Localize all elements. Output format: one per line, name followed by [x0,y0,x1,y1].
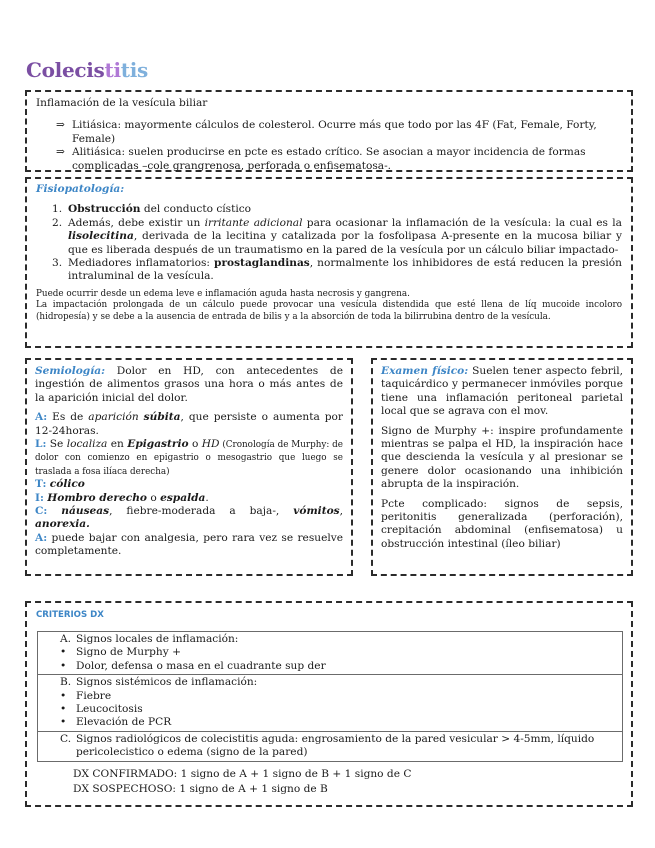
bullet-icon: • [60,716,67,729]
semio-irradiacion: I: Hombro derecho o espalda. [35,491,209,504]
bullet-icon: • [60,703,67,716]
litiasica-item: ⇒ Litiásica: mayormente cálculos de colesterol. Ocurre más que todo por las 4F (Fat, Female, Forty, Female) [56,119,597,145]
dx-sospechoso: DX SOSPECHOSO: 1 signo de A + 1 signo de B [73,782,328,795]
examen-fisico-box [371,358,633,576]
examen-murphy: Signo de Murphy +: inspire profundamente mientras se palpa el HD, la inspiración hace que descienda la vesícula y al presionar se genere dolor ocasionando una inhibición abrupta de la inspiración. [381,424,623,491]
definition-text: Inflamación de la vesícula biliar [36,97,208,109]
fisio-item-2: 2. Además, debe existir un irritante adicional para ocasionar la inflamación de la vesícula: la cual es la lisolecitina, derivada de la lecitina y catalizada por la fosfolipasa A-presente en la mucosa biliar y que es liberada después de un traumatismo en la pared de la vesícula por un cálculo biliar impactado- [52,216,622,256]
criterio-c-row: C. Signos radiológicos de colecistitis aguda: engrosamiento de la pared vesicular > 4-5mm, líquido pericolecistico o edema (signo de la pared) [38,731,623,761]
semio-tipo: T: cólico [35,478,85,491]
semio-localizacion: L: Se localiza en Epigastrio o HD (Cronología de Murphy: de dolor con comienzo en epigastrio o mesogastrio que luego se traslada a fosa ilíaca derecha) [35,438,343,477]
criterios-box [25,601,633,807]
bullet-icon: • [60,689,67,702]
fisio-note-1: Puede ocurrir desde un edema leve e inflamación aguda hasta necrosis y gangrena. [36,288,410,299]
fisiopatologia-box [25,177,633,348]
definition-box [25,90,633,172]
arrow-icon: ⇒ [56,146,65,159]
alitiasica-item: ⇒ Alitiásica: suelen producirse en pcte es estado crítico. Se asocian a mayor incidencia de formas [56,146,586,159]
criterios-heading: CRITERIOS DX [36,610,104,620]
arrow-icon: ⇒ [56,119,65,132]
fisio-item-1: 1. Obstrucción del conducto cístico [52,203,252,216]
examen-p1: Examen físico: Suelen tener aspecto febril, taquicárdico y permanecer inmóviles porque tiene una inflamación peritoneal parietal local que se agrava con el mov. [381,365,623,418]
bullet-icon: • [60,659,67,672]
semio-intro: Semiología: Dolor en HD, con antecedentes de ingestión de alimentos grasos una hora o más antes de la aparición inicial del dolor. [35,365,343,404]
page-title: Colecistitis [26,58,148,82]
criterios-table [37,631,623,762]
alitiasica-continuation: complicadas –cole grangrenosa, perforada o enfisematosa-. [72,159,392,172]
examen-complicado: Pcte complicado: signos de sepsis, peritonitis generalizada (perforación), crepitación abdominal (enfisematosa) u obstrucción intestinal (íleo biliar) [381,497,623,550]
fisio-note-2: La impactación prolongada de un cálculo puede provocar una vesícula distendida que esté llena de líq mucoide incoloro (hidropesía) y se debe a la ausencia de entrada de bilis y a la absorción de toda la bilirrubina dentro de la vesícula. [36,300,622,322]
semiologia-box [25,358,353,576]
bullet-icon: • [60,646,67,659]
dx-summary [73,767,411,796]
fisiopatologia-heading: Fisiopatología: [36,183,125,195]
semio-concomitantes: C: náuseas, fiebre-moderada a baja-, vómitos, anorexia. [35,505,343,531]
criterio-a-row: A. Signos locales de inflamación: • Signo de Murphy + • Dolor, defensa o masa en el cuadrante sup der [38,632,623,675]
criterio-b-row: B. Signos sistémicos de inflamación: • Fiebre • Leucocitosis • Elevación de PCR [38,675,623,732]
semio-aparicion: A: Es de aparición súbita, que persiste o aumenta por 12-24horas. [35,411,344,437]
dx-confirmado: DX CONFIRMADO: 1 signo de A + 1 signo de B + 1 signo de C [73,768,412,780]
fisio-item-3: 3. Mediadores inflamatorios: prostaglandinas, normalmente los inhibidores de está reducen la presión intraluminal de la vesícula. [52,257,622,283]
semio-atenuantes: A: puede bajar con analgesia, pero rara vez se resuelve completamente. [35,531,343,558]
